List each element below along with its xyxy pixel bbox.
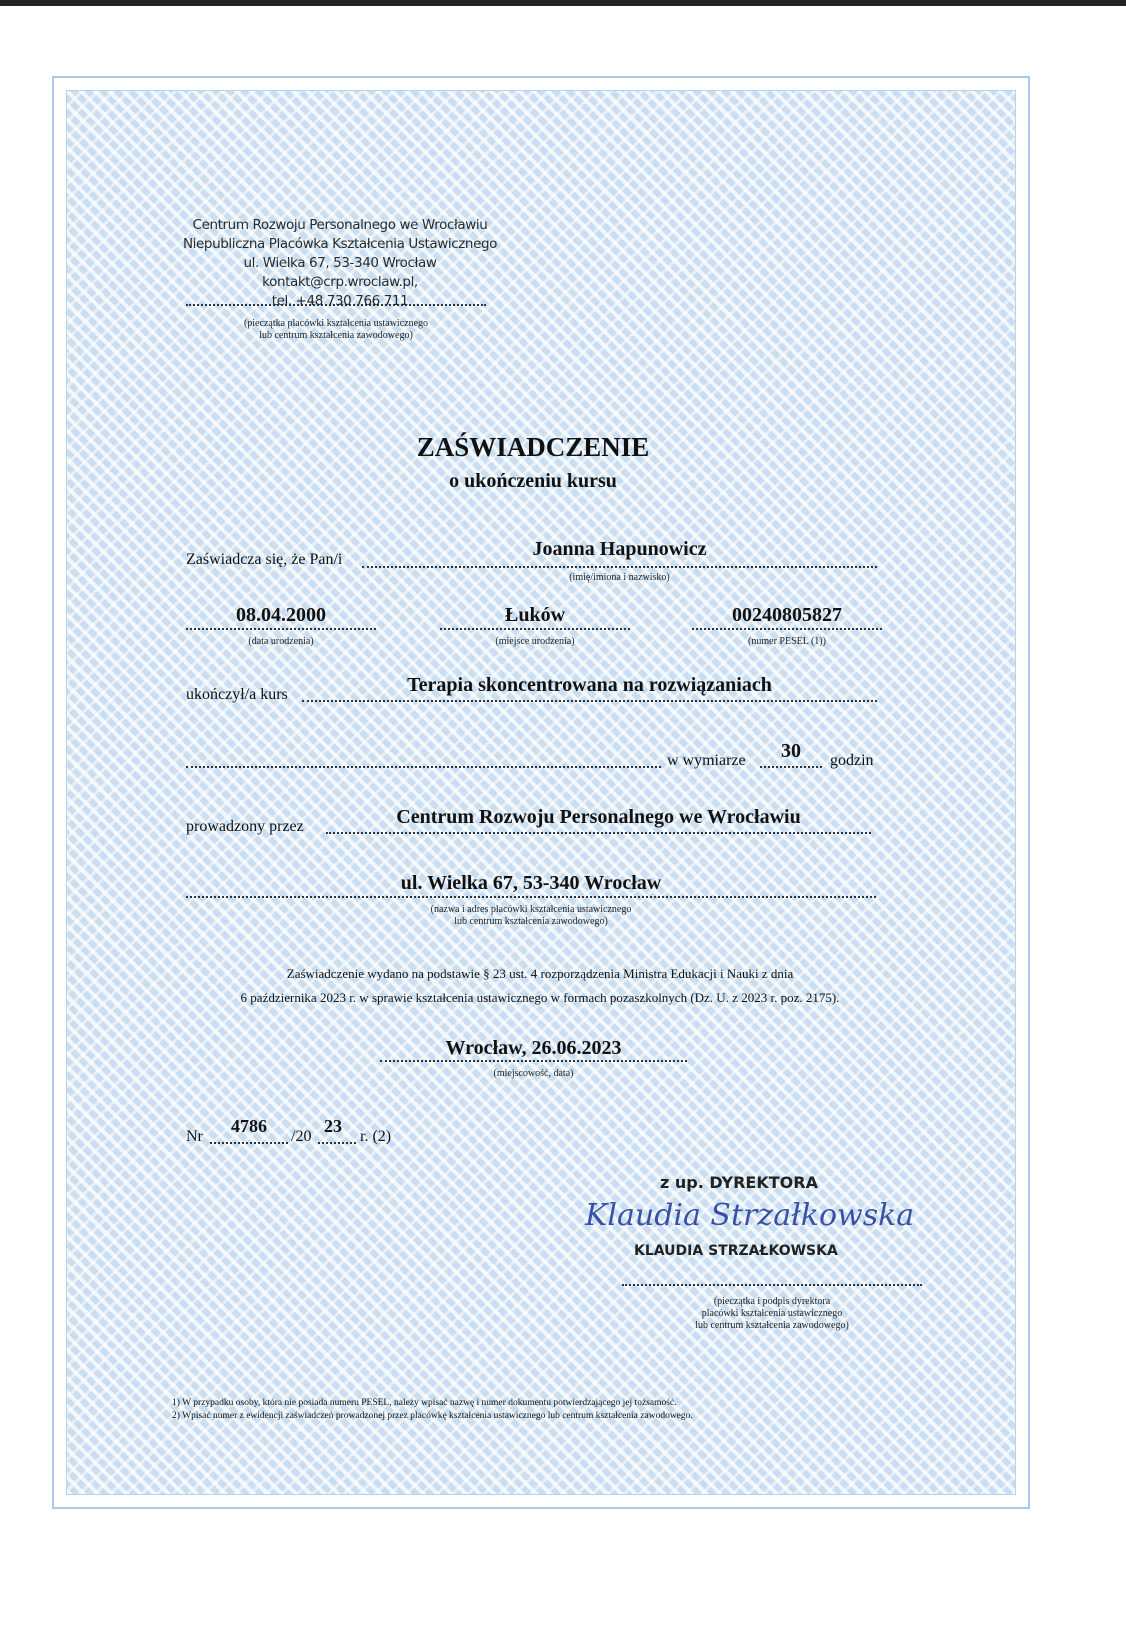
signature-caption xyxy=(622,1296,922,1332)
birth-date-caption: (data urodzenia) xyxy=(248,636,314,647)
footnotes xyxy=(172,1397,693,1423)
pesel-line xyxy=(692,628,882,630)
name-line xyxy=(362,566,877,568)
hours-line xyxy=(760,766,822,768)
pesel-caption: (numer PESEL (1)) xyxy=(748,636,826,647)
provider-label: prowadzony przez xyxy=(186,818,304,835)
course-hours: 30 xyxy=(781,740,801,762)
provider-caption xyxy=(186,904,876,928)
caption-line: lub centrum kształcenia zawodowego) xyxy=(695,1320,849,1331)
certify-label: Zaświadcza się, że Pan/i xyxy=(186,551,343,568)
stamp-line: ul. Wielka 67, 53-340 Wrocław xyxy=(243,255,437,271)
footnote: 2) Wpisać numer z ewidencji zaświadczeń prowadzonej przez placówkę kształcenia ustawicznego lub centrum kształcenia zawodowego. xyxy=(172,1411,693,1421)
address-line xyxy=(186,896,876,898)
legal-line: 6 października 2023 r. w sprawie kształcenia ustawicznego w formach pozaszkolnych (Dz. U. z 2023 r. poz. 2175). xyxy=(240,990,840,1005)
course-name: Terapia skoncentrowana na rozwiązaniach xyxy=(407,674,772,696)
caption-line: placówki kształcenia ustawicznego xyxy=(701,1308,843,1319)
stamp-dotted-line xyxy=(186,304,486,306)
person-name: Joanna Hapunowicz xyxy=(532,538,707,560)
stamp-line: kontakt@crp.wroclaw.pl, xyxy=(262,274,418,290)
document-subtitle: o ukończeniu kursu xyxy=(449,470,617,492)
certificate-year: 23 xyxy=(324,1116,342,1136)
provider-address: ul. Wielka 67, 53-340 Wrocław xyxy=(400,872,662,894)
provider-line xyxy=(326,832,871,834)
stamp-caption xyxy=(186,318,486,342)
birth-date: 08.04.2000 xyxy=(236,604,326,626)
certificate-number: 4786 xyxy=(231,1116,267,1136)
handwritten-signature: Klaudia Strzałkowska xyxy=(585,1198,915,1233)
pesel-number: 00240805827 xyxy=(732,604,842,626)
number-suffix: r. (2) xyxy=(360,1128,392,1145)
birth-place-line xyxy=(440,628,630,630)
top-bar xyxy=(0,0,1126,6)
place-date-caption: (miejscowość, data) xyxy=(493,1068,574,1079)
signatory-name: KLAUDIA STRZAŁKOWSKA xyxy=(634,1243,838,1259)
legal-line: Zaświadczenie wydano na podstawie § 23 ust. 4 rozporządzenia Ministra Edukacji i Nauki z dnia xyxy=(286,966,794,981)
course-label: ukończył/a kurs xyxy=(186,686,288,703)
birth-date-line xyxy=(186,628,376,630)
course-line xyxy=(302,700,877,702)
hours-unit: godzin xyxy=(830,752,874,769)
caption-line: (pieczątka i podpis dyrektora xyxy=(713,1296,831,1307)
number-line xyxy=(210,1142,288,1144)
caption-line: (nazwa i adres placówki kształcenia ustawicznego xyxy=(430,904,632,915)
caption-line: lub centrum kształcenia zawodowego) xyxy=(259,330,413,341)
name-caption: (imię/imiona i nazwisko) xyxy=(569,572,670,583)
caption-line: lub centrum kształcenia zawodowego) xyxy=(454,916,608,927)
birth-place-caption: (miejsce urodzenia) xyxy=(495,636,575,647)
document-title: ZAŚWIADCZENIE xyxy=(416,432,650,462)
stamp-line: Centrum Rozwoju Personalnego we Wrocławiu xyxy=(192,217,488,233)
stamp-line: Niepubliczna Placówka Kształcenia Ustawicznego xyxy=(182,236,498,252)
stamp-line: tel. +48 730 766 711 xyxy=(271,293,409,309)
legal-basis xyxy=(150,962,930,1010)
year-line xyxy=(318,1142,356,1144)
signature-title: z up. DYREKTORA xyxy=(660,1173,818,1192)
caption-line: (pieczątka placówki kształcenia ustawicznego xyxy=(243,318,429,329)
birth-place: Łuków xyxy=(504,604,566,626)
number-mid: /20 xyxy=(291,1128,312,1145)
signature-line xyxy=(622,1284,922,1286)
course-line-2 xyxy=(186,766,661,768)
hours-label: w wymiarze xyxy=(667,752,746,769)
footnote: 1) W przypadku osoby, która nie posiada numeru PESEL, należy wpisać nazwę i numer dokumentu potwierdzającego jej tożsamość. xyxy=(172,1398,677,1408)
place-date: Wrocław, 26.06.2023 xyxy=(445,1037,622,1059)
provider-name: Centrum Rozwoju Personalnego we Wrocławiu xyxy=(396,806,801,828)
place-date-line xyxy=(380,1060,687,1062)
number-prefix: Nr xyxy=(186,1128,203,1145)
institution-stamp xyxy=(170,216,510,311)
